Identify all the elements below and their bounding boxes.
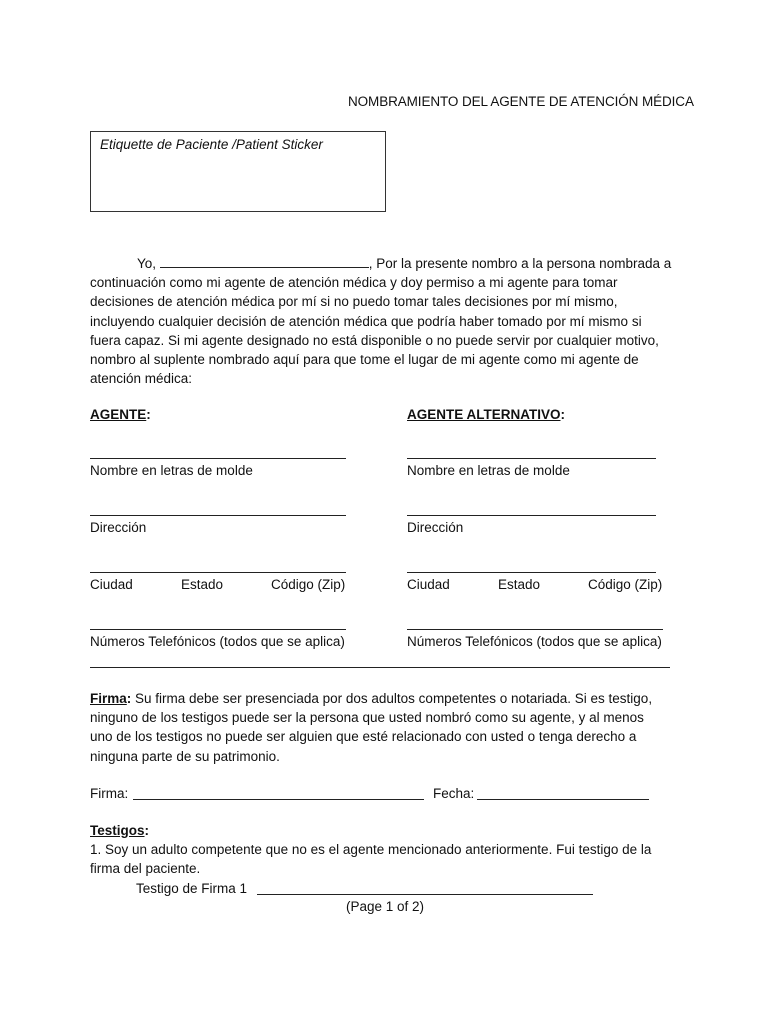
witnesses-line-2: firma del paciente. [90,861,201,877]
alt-agent-phones-label: Números Telefónicos (todos que se aplica) [407,634,662,649]
alt-agent-phones-field[interactable] [407,629,663,630]
agent-address-label: Dirección [90,520,147,535]
witness-1-label: Testigo de Firma 1 [136,881,248,896]
patient-sticker-label: Etiquette de Paciente /Patient Sticker [100,137,323,152]
principal-name-field[interactable] [160,253,369,268]
agent-state-label: Estado [181,577,224,592]
agent-city-label: Ciudad [90,577,133,592]
intro-line-1-rest: , Por la presente nombro a la persona nombrada a [368,256,672,271]
intro-line-3: decisiones de atención médica por mí si no puedo tomar tales decisiones por mí mismo, [90,294,618,310]
intro-line-1 [90,253,690,273]
signature-line-4: ninguna parte de su patrimonio. [90,748,280,764]
agent-address-field[interactable] [90,515,346,516]
patient-sticker-box [90,131,386,212]
signature-label: Firma: [90,786,129,801]
intro-line-2: continuación como mi agente de atención médica y doy permiso a mi agente para tomar [90,275,618,291]
alt-agent-name-field[interactable] [407,458,656,459]
alt-agent-address-field[interactable] [407,515,656,516]
agent-name-field[interactable] [90,458,346,459]
alt-agent-city-label: Ciudad [407,577,450,592]
agent-heading: AGENTE: [90,407,151,422]
alt-agent-address-label: Dirección [407,520,464,535]
signature-paragraph [90,689,690,766]
intro-line-4: incluyendo cualquier decisión de atención médica que podría haber tomado por mí mismo si [90,313,642,329]
intro-line-6: nombro al suplente nombrado aquí para que tome el lugar de mi agente como mi agente de [90,352,639,368]
signature-heading: Firma [90,691,127,706]
agent-city-state-zip-field[interactable] [90,572,346,573]
signature-field[interactable] [133,799,424,800]
intro-paragraph [90,253,690,388]
alt-agent-zip-label: Código (Zip) [588,577,663,592]
intro-yo: Yo, [137,256,157,271]
agent-zip-label: Código (Zip) [271,577,346,592]
alt-agent-city-state-zip-field[interactable] [407,572,656,573]
witness-1-signature-field[interactable] [257,894,593,895]
agent-phones-label: Números Telefónicos (todos que se aplica) [90,634,345,649]
witnesses-line-1: 1. Soy un adulto competente que no es el agente mencionado anteriormente. Fui testigo de la [90,842,652,858]
intro-line-5: fuera capaz. Si mi agente designado no está disponible o no puede servir por cualquier motivo, [90,332,659,348]
intro-line-7: atención médica: [90,371,193,387]
date-field[interactable] [477,799,649,800]
witnesses-paragraph [90,821,690,879]
agent-name-label: Nombre en letras de molde [90,463,253,478]
page-footer: (Page 1 of 2) [346,899,425,914]
alt-agent-heading: AGENTE ALTERNATIVO: [407,407,565,422]
witnesses-heading: Testigos [90,823,145,838]
alt-agent-name-label: Nombre en letras de molde [407,463,570,478]
section-separator [90,667,670,668]
signature-line-2: ninguno de los testigos puede ser la persona que usted nombró como su agente, y al menos [90,710,644,726]
date-label: Fecha: [433,786,475,801]
alt-agent-state-label: Estado [498,577,541,592]
signature-line-3: uno de los testigos no puede ser alguien que esté relacionado con usted o tenga derecho a [90,729,637,745]
signature-line-1: Firma: Su firma debe ser presenciada por dos adultos competentes o notariada. Si es testigo, [90,691,653,706]
agent-phones-field[interactable] [90,629,346,630]
document-title: NOMBRAMIENTO DEL AGENTE DE ATENCIÓN MÉDICA [348,94,694,109]
witnesses-heading-line: Testigos: [90,823,150,838]
